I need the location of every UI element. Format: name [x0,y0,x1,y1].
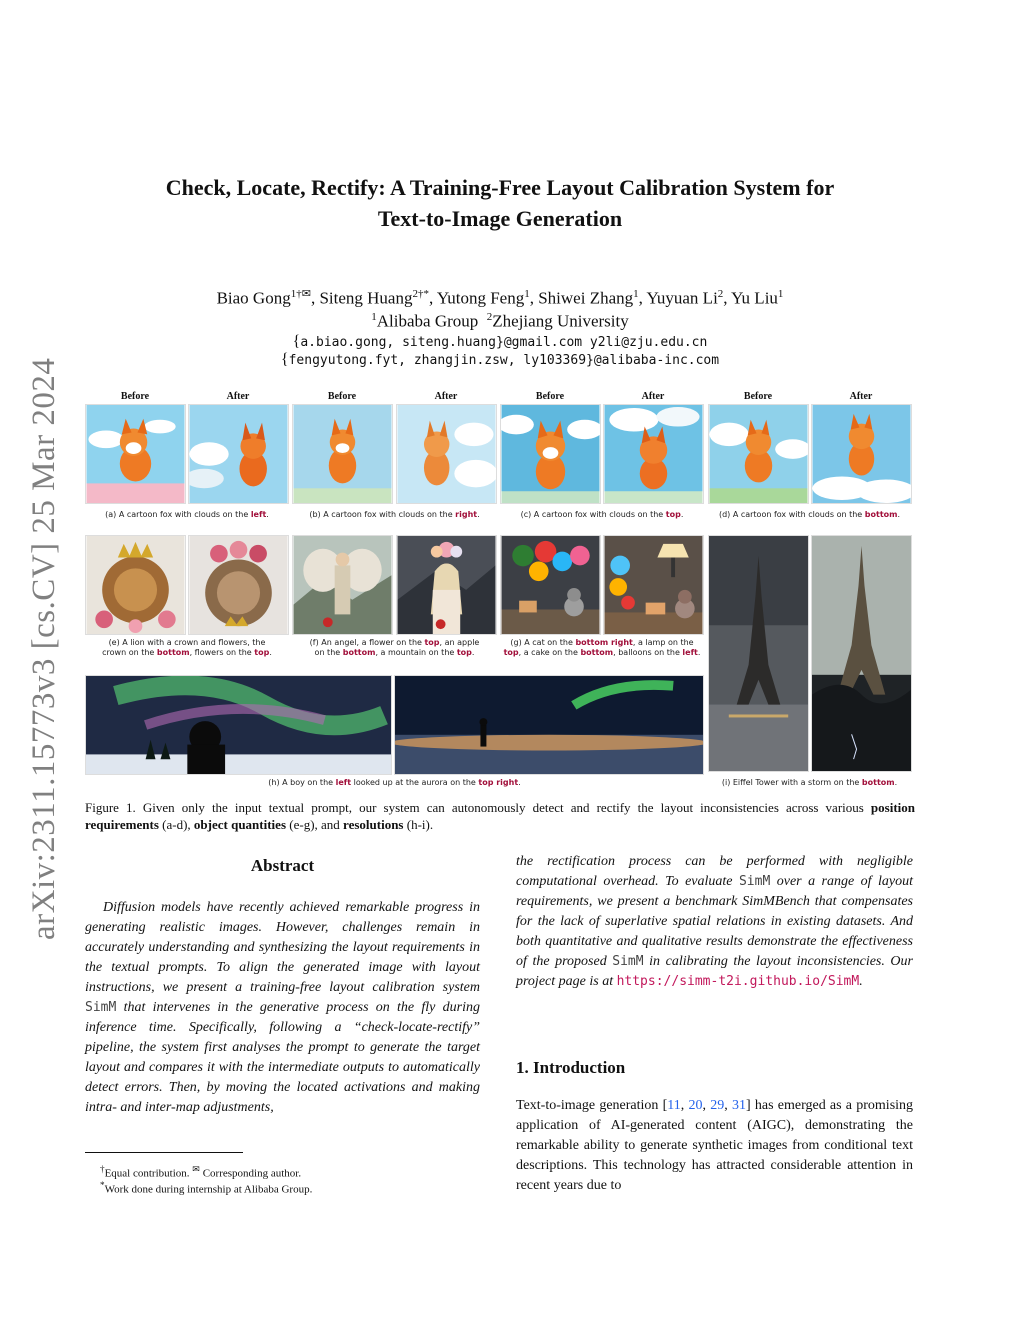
figure-caption [85,799,915,833]
caption-g [498,638,706,658]
caption-c [500,510,704,520]
caption-text: (f) An angel, a flower on the [309,638,425,647]
caption-text: (h) A boy on the [268,778,336,787]
fox-image-before-b [292,404,393,504]
after-label: After [226,391,250,402]
citation-link[interactable]: 29 [710,1098,725,1113]
caption-d [707,510,912,520]
footnote-mark: ✉ [192,1164,200,1174]
caption-text: , a lamp on the [632,638,694,647]
aurora-image-before [85,675,392,775]
caption-keyword: bottom [864,510,898,519]
caption-keyword: top [254,648,270,657]
cat-image-after [603,535,704,635]
footnote-text: Corresponding author. [199,1167,302,1180]
author-affil-mark: 2 [717,288,724,300]
project-page-link[interactable]: https://simm-t2i.github.io/SimM [616,974,860,989]
caption-a [85,510,289,520]
author-affil-mark: 1 [777,288,784,300]
author-affil-mark: 1†✉ [290,288,311,300]
caption-text: (e) A lion with a crown and flowers, the [108,638,266,647]
caption-f [292,638,497,658]
caption-bold: resolutions [343,817,404,832]
citation-link[interactable]: 20 [688,1098,703,1113]
caption-text: , a cake on the [518,648,581,657]
intro-text: Text-to-image generation [ [516,1098,668,1113]
footnote-mark: † [100,1164,105,1174]
footnote-divider [85,1152,243,1153]
caption-text: , balloons on the [613,648,683,657]
affil-mark: 2 [486,311,493,323]
abstract-text: Diffusion models have recently achieved remarkable progress in generating realistic images. However, challenges remain in accurately understanding and synthesizing the layout requirements in the textual prompts. To align the generated image with layout instructions, we present a training-free layout calibration system [85,900,480,995]
caption-text: (d) A cartoon fox with clouds on the [718,510,865,519]
caption-keyword: bottom [580,648,614,657]
caption-text: . [697,648,701,657]
caption-i [707,778,912,788]
caption-text: , an apple [439,638,480,647]
author-name: , Yu Liu [723,288,778,308]
citation-link[interactable]: 31 [731,1098,746,1113]
caption-keyword: bottom [342,648,376,657]
caption-keyword: top [665,510,681,519]
cat-image-before [500,535,601,635]
paper-title [100,172,900,234]
author-affil-mark: 1 [633,288,639,300]
author-name: , Yutong Feng [428,288,525,308]
before-label: Before [120,391,150,402]
intro-text: ] has emerged as a promising application of AI-generated content (AIGC), demonstrating the remarkable ability to generate synthetic images from conditional text descriptions. This technology has attracted considerable attention in recent years due to [516,1098,914,1193]
abstract-text: that intervenes in the generative process on the fly during inference time. Specifically, following a “check-locate-rectify” pipeline, the system first analyses the prompt to generate the target layout and compares it with the intermediate outputs to automatically detect errors. Then, by moving the located activations and making intra- and inter-map adjustments, [85,1000,480,1115]
before-label: Before [535,391,565,402]
caption-keyword: top right [478,778,519,787]
caption-keyword: bottom [861,778,895,787]
caption-text: (c) A cartoon fox with clouds on the [520,510,666,519]
caption-text: (e-g), and [286,817,344,832]
lion-image-after [188,535,289,635]
method-name: SimM [738,874,771,889]
caption-keyword: left [335,778,352,787]
caption-keyword: top [424,638,440,647]
caption-text: (g) A cat on the [510,638,576,647]
author-affil-mark: 2†* [412,288,429,300]
footnote-text: Equal contribution. [104,1167,193,1180]
footnote-mark: * [100,1180,105,1190]
affil-mark: 1 [371,311,377,323]
caption-keyword: left [682,648,698,657]
abstract-text: the rectification process can be performed with negligible computational overhead. To evaluate [516,854,913,889]
introduction-paragraph: Text-to-image generation [11, 20, 29, 31] has emerged as a promising application of AI-generated content (AIGC), demonstrating the remarkable ability to generate synthetic images from conditional text descriptions. This technology has attracted considerable attention in recent years due to [516,1098,914,1193]
email-line-1: {a.biao.gong, siteng.huang}@gmail.com y2li@zju.edu.cn [292,333,708,350]
caption-text: (b) A cartoon fox with clouds on the [309,510,456,519]
aurora-image-after [394,675,704,775]
caption-text: . [266,510,269,519]
introduction-heading: 1. Introduction [516,1058,626,1077]
caption-text: . [269,648,272,657]
footnote-2 [100,1178,312,1197]
caption-text: . [897,510,901,519]
fox-image-before-c [500,404,601,504]
abstract-paragraph [85,898,480,1118]
author-name: , Siteng Huang [310,288,413,308]
caption-text: (h-i). [403,817,434,832]
caption-e [85,638,289,658]
after-label: After [849,391,873,402]
caption-text: . [518,778,521,787]
caption-text: (a) A cartoon fox with clouds on the [105,510,251,519]
after-label: After [434,391,458,402]
abstract-text: in calibrating the layout inconsistencies. Our project page is at [516,954,913,989]
eiffel-image-before [708,535,809,772]
after-label: After [641,391,665,402]
affil-org: Zhejiang University [492,311,629,331]
abstract-text: over a range of layout requirements, we present a benchmark SimMBench that compensates for the lack of superlative spatial relations in existing datasets. And both quantitative and qualitative results demonstrate the effectiveness of the proposed [516,874,913,969]
caption-text: looked up at the aurora on the [351,778,479,787]
fox-image-after-d [811,404,912,504]
caption-text: . [471,648,475,657]
caption-text: , a mountain on the [375,648,457,657]
fox-image-after-a [188,404,289,504]
email-text: a.biao.gong, siteng.huang}@gmail.com y2li@zju.edu.cn [300,335,708,350]
affiliations [100,306,900,333]
title-line-1: Check, Locate, Rectify: A Training-Free Layout Calibration System for [165,175,835,200]
email-text: fengyutong.fyt, zhangjin.zsw, ly103369}@alibaba-inc.com [288,353,720,368]
abstract-continuation [516,852,913,992]
eiffel-image-after [811,535,912,772]
caption-keyword: bottom [156,648,190,657]
caption-text: (a-d), [158,817,194,832]
author-name: , Yuyuan Li [638,288,718,308]
arxiv-identifier: arXiv:2311.15773v3 [cs.CV] 25 Mar 2024 [26,357,62,940]
citation-link[interactable]: 11 [667,1098,681,1113]
abstract-heading: Abstract [250,856,315,875]
method-name: SimM [85,1000,117,1015]
caption-h [85,778,704,788]
method-name: SimM [612,954,644,969]
author-name: Biao Gong [216,288,291,308]
caption-keyword: left [250,510,267,519]
author-affil-mark: 1 [524,288,530,300]
caption-text: . [680,510,684,519]
footnote-text: Work done during internship at Alibaba Group. [104,1183,313,1196]
caption-text: , flowers on the [189,648,255,657]
angel-image-before [292,535,393,635]
caption-text: crown on the [102,648,157,657]
caption-keyword: bottom right [575,638,633,647]
caption-b [292,510,497,520]
fox-image-before-a [85,404,186,504]
fox-image-after-c [603,404,704,504]
email-line-2: {fengyutong.fyt, zhangjin.zsw, ly103369}@alibaba-inc.com [280,351,720,368]
fox-image-before-d [708,404,809,504]
abstract-text: . [859,974,863,989]
caption-bold: object quantities [193,817,287,832]
caption-text: Figure 1. Given only the input textual prompt, our system can autonomously detect and rectify the layout inconsistencies across various [85,800,871,815]
caption-keyword: top [456,648,472,657]
before-label: Before [743,391,773,402]
caption-keyword: right [455,510,478,519]
caption-keyword: top [503,648,519,657]
affil-org: Alibaba Group [376,311,479,331]
author-name: , Shiwei Zhang [529,288,634,308]
angel-image-after [396,535,497,635]
caption-text: . [477,510,480,519]
before-label: Before [327,391,357,402]
caption-text: . [894,778,898,787]
caption-text: on the [314,648,343,657]
caption-bold: position requirements [85,800,915,832]
caption-text: (i) Eiffel Tower with a storm on the [721,778,862,787]
lion-image-before [85,535,186,635]
title-line-2: Text-to-Image Generation [377,206,623,231]
fox-image-after-b [396,404,497,504]
